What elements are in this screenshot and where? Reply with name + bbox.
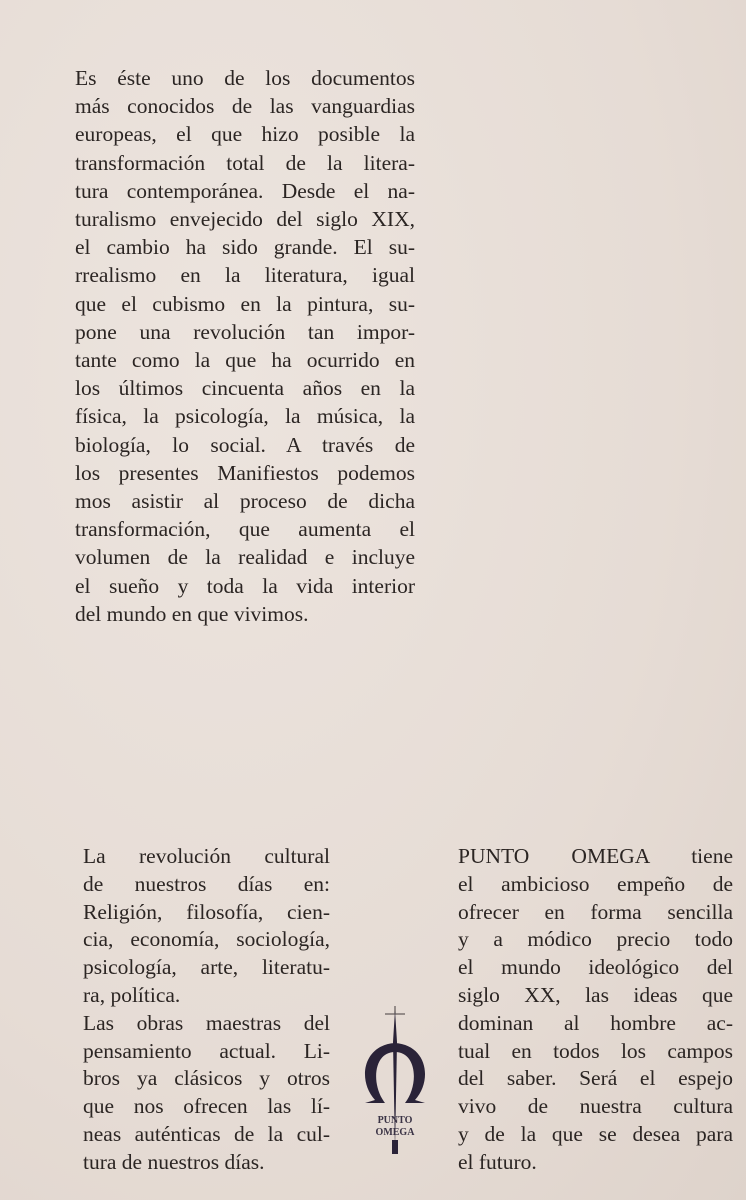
punto-omega-logo — [355, 1000, 435, 1170]
text-line: PUNTO OMEGA tiene — [458, 844, 733, 868]
text-line: tura contemporánea. Desde el na- — [75, 178, 415, 203]
collection-description-right — [458, 843, 733, 1177]
text-line: ofrecer en forma sencilla — [458, 899, 733, 924]
text-line: dominan al hombre ac- — [458, 1010, 733, 1035]
text-line: siglo XX, las ideas que — [458, 982, 733, 1007]
text-line: el mundo ideológico del — [458, 955, 733, 980]
text-line: del mundo en que vivimos. — [75, 601, 309, 626]
text-line: tura de nuestros días. — [83, 1149, 265, 1174]
text-line: biología, lo social. A través de — [75, 432, 415, 457]
text-line: turalismo envejecido del siglo XIX, — [75, 207, 415, 232]
text-line: que nos ofrecen las lí- — [83, 1094, 330, 1119]
text-line: y a módico precio todo — [458, 927, 733, 952]
text-line: de nuestros días en: — [83, 871, 330, 896]
text-line: volumen de la realidad e incluye — [75, 545, 415, 570]
text-line: el sueño y toda la vida interior — [75, 573, 415, 598]
text-line: rrealismo en la literatura, igual — [75, 263, 415, 288]
text-line: Es éste uno de los documentos — [75, 66, 415, 90]
intro-paragraph — [75, 64, 415, 628]
text-line: los últimos cincuenta años en la — [75, 376, 415, 401]
text-line: cia, economía, sociología, — [83, 927, 330, 952]
svg-text:OMEGA: OMEGA — [375, 1127, 415, 1138]
text-line: el cambio ha sido grande. El su- — [75, 235, 415, 260]
text-line: europeas, el que hizo posible la — [75, 122, 415, 147]
text-line: el ambicioso empeño de — [458, 871, 733, 896]
text-line: transformación total de la litera- — [75, 150, 415, 175]
text-line: más conocidos de las vanguardias — [75, 94, 415, 119]
text-line: tante como la que ha ocurrido en — [75, 348, 415, 373]
svg-text:PUNTO: PUNTO — [377, 1115, 413, 1126]
text-line: ra, política. — [83, 982, 181, 1007]
text-line: y de la que se desea para — [458, 1121, 733, 1146]
text-line: pone una revolución tan impor- — [75, 319, 415, 344]
text-line: tual en todos los campos — [458, 1038, 733, 1063]
text-line: psicología, arte, literatu- — [83, 955, 330, 980]
text-line: neas auténticas de la cul- — [83, 1121, 330, 1146]
text-line: bros ya clásicos y otros — [83, 1066, 330, 1091]
text-line: los presentes Manifiestos podemos — [75, 460, 415, 485]
text-line: física, la psicología, la música, la — [75, 404, 415, 429]
text-line: vivo de nuestra cultura — [458, 1094, 733, 1119]
text-line: mos asistir al proceso de dicha — [75, 489, 415, 514]
text-line: La revolución cultural — [83, 844, 330, 868]
text-line: Religión, filosofía, cien- — [83, 899, 330, 924]
text-line: que el cubismo en la pintura, su- — [75, 291, 415, 316]
text-line: del saber. Será el espejo — [458, 1066, 733, 1091]
text-line: el futuro. — [458, 1149, 537, 1174]
collection-description-left — [83, 843, 330, 1177]
text-line: Las obras maestras del — [83, 1010, 330, 1035]
text-line: transformación, que aumenta el — [75, 517, 415, 542]
text-line: pensamiento actual. Li- — [83, 1038, 330, 1063]
